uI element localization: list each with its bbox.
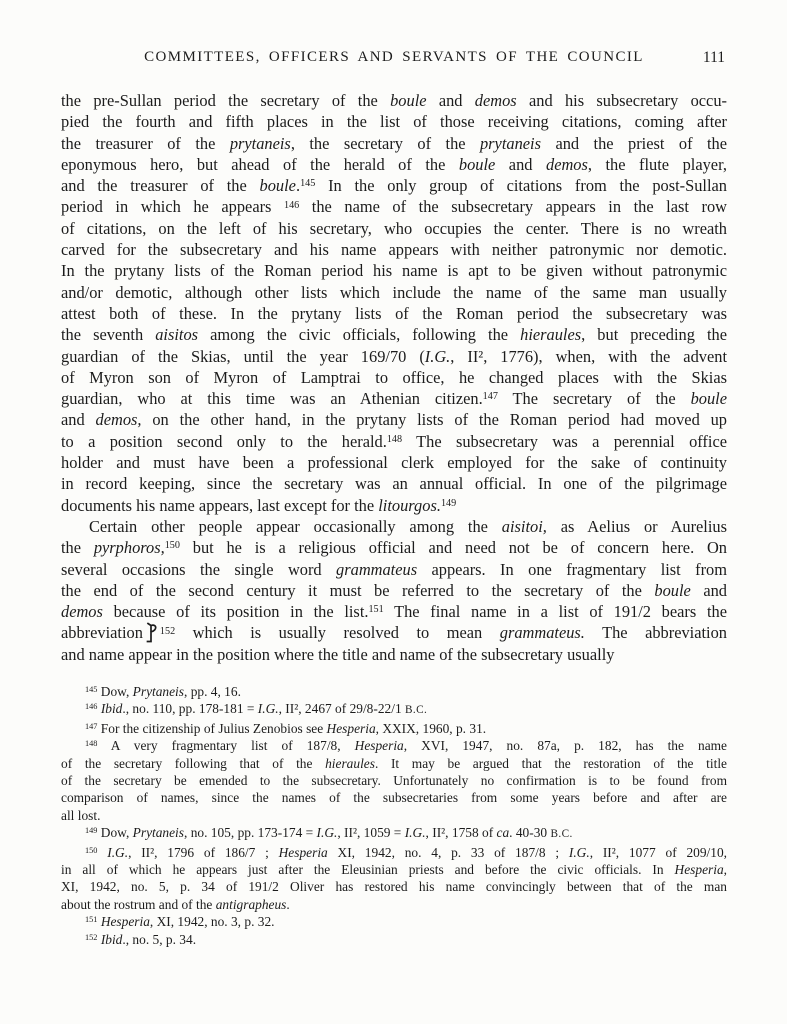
text-run: of citations, on the left of his secretary, who occupies the center. There is no wreath [61, 218, 727, 238]
text-run: . [286, 896, 290, 912]
text-run: and his subsecretary occu- [516, 91, 727, 110]
footnotes-block [61, 683, 727, 948]
text-run: Dow, [97, 825, 133, 841]
footnote-reference: 145 [85, 685, 98, 695]
text-line [61, 683, 727, 700]
italic-text: prytaneis [479, 133, 541, 153]
text-run: , II², 1059 = [337, 825, 405, 841]
text-run: Dow, [97, 684, 133, 699]
text-run: and/or demotic, although other lists which include the name of the same man usually [61, 282, 727, 302]
footnote-147 [61, 720, 727, 737]
footnote-reference: 149 [440, 497, 457, 509]
footnote-151 [61, 913, 727, 930]
text-run: , but preceding the [581, 325, 727, 345]
footnote-reference: 152 [159, 625, 176, 637]
text-line [61, 367, 727, 388]
footnote-reference: 147 [85, 721, 98, 731]
text-run: , II², 1077 of 209/10, [589, 844, 727, 860]
text-run: ., no. 5, p. 34. [122, 931, 197, 947]
text-run: and [690, 580, 727, 600]
text-run: in record keeping, since the secretary was an annual official. In one of the pilgrimage [61, 474, 727, 494]
text-line [61, 644, 727, 665]
text-line [61, 755, 727, 772]
text-run: the pre-Sullan period the secretary of the [61, 91, 391, 110]
italic-text: antigrapheus [215, 896, 287, 912]
text-run: . 40-30 [509, 825, 551, 841]
text-line [61, 844, 727, 861]
text-run: which is usually resolved to mean [175, 623, 500, 643]
text-run: For the citizenship of Julius Zenobios see [97, 720, 327, 736]
footnote-150 [61, 844, 727, 914]
italic-text: boule [690, 389, 727, 409]
text-run: of Myron son of Myron of Lamptrai to office, he changed places with the Skias [61, 367, 727, 387]
text-run: the end of the second century it must be referred to the secretary of the [61, 580, 655, 600]
text-line [61, 495, 727, 516]
text-run: the seventh [61, 325, 156, 345]
footnote-reference: 146 [85, 702, 98, 712]
text-run: In the only group of citations from the post-Sullan [315, 176, 727, 196]
page-number: 111 [702, 49, 725, 66]
text-line [61, 324, 727, 345]
text-run: to a position second only to the herald. [61, 431, 387, 451]
text-line [61, 861, 727, 878]
italic-text: demos, [95, 410, 142, 430]
text-run: and the treasurer of the [61, 176, 260, 196]
text-line [61, 516, 727, 537]
footnote-reference: 148 [85, 739, 98, 749]
text-line [61, 409, 727, 430]
paragraph [61, 516, 727, 665]
small-caps-text: B.C. [550, 828, 573, 841]
footnote-reference: 145 [300, 178, 316, 190]
italic-text: Hesperia [326, 720, 376, 736]
text-run: , II², 1776), when, with the advent [450, 346, 728, 366]
small-caps-text: B.C. [404, 704, 428, 717]
text-line [61, 789, 727, 806]
italic-text: Prytaneis [132, 825, 184, 841]
footnote-reference: 150 [164, 540, 180, 552]
text-line [61, 111, 727, 132]
footnote-reference: 149 [85, 826, 98, 836]
italic-text: I.G. [107, 844, 129, 860]
text-run: the treasurer of the [61, 133, 230, 153]
text-run: The subsecretary was a perennial office [402, 431, 727, 451]
italic-text: litourgos. [378, 495, 441, 515]
text-line [61, 737, 727, 754]
footnote-reference: 152 [85, 932, 98, 942]
footnote-reference: 151 [368, 604, 384, 616]
text-line [61, 154, 727, 175]
italic-text: I.G. [424, 346, 451, 366]
text-run: the [61, 538, 94, 558]
italic-text: grammateus. [499, 623, 585, 643]
text-run: about the rostrum and of the [61, 896, 216, 912]
italic-text: Hesperia [354, 738, 404, 754]
italic-text: boule [390, 91, 427, 110]
text-line [61, 196, 727, 217]
italic-text: I.G. [568, 844, 590, 860]
text-run: holder and must have been a professional clerk employed for the sake of continuity [61, 453, 727, 473]
text-line [61, 878, 727, 895]
italic-text: I.G. [404, 825, 426, 841]
text-run: XI, 1942, no. 5, p. 34 of 191/2 Oliver has restored his name convincingly between that of the man [61, 879, 727, 895]
paragraph [61, 90, 727, 516]
text-run: the name of the subsecretary appears in the last row [299, 197, 727, 217]
text-run: A very fragmentary list of 187/8, [97, 738, 355, 754]
text-run: , II², 2467 of 29/8-22/1 [278, 701, 405, 717]
text-line [61, 90, 727, 111]
italic-text: prytaneis [229, 133, 291, 153]
text-line [61, 537, 727, 558]
text-run: on the other hand, in the prytany lists of the Roman period had moved up [141, 410, 728, 430]
footnote-reference: 146 [284, 199, 300, 211]
running-header [61, 49, 727, 71]
text-run: and [495, 154, 546, 174]
text-run: XI, 1942, no. 4, p. 33 of 187/8 ; [327, 844, 569, 860]
italic-text: hieraules [520, 325, 582, 345]
gamma-rho-monogram-symbol [145, 622, 158, 643]
italic-text: Prytaneis [132, 684, 184, 699]
text-line [61, 559, 727, 580]
text-line [61, 473, 727, 494]
text-line [61, 931, 727, 948]
italic-text: aisitoi, [501, 516, 547, 536]
text-run: The abbreviation [584, 623, 727, 643]
italic-text: I.G. [316, 825, 338, 841]
text-run: all lost. [61, 807, 101, 823]
text-run: comparison of names, since the names of the subsecretaries from some years before and after are [61, 790, 727, 806]
text-line [61, 260, 727, 281]
text-line [61, 913, 727, 930]
text-run: but he is a religious official and need not be of concern here. On [179, 538, 727, 558]
text-line [61, 807, 727, 824]
text-run: guardian of the Skias, until the year 169/70 ( [61, 346, 425, 366]
text-line [61, 772, 727, 789]
page-title: COMMITTEES, OFFICERS AND SERVANTS OF THE COUNCIL [144, 49, 644, 65]
italic-text: grammateus [336, 559, 418, 579]
text-line [61, 431, 727, 452]
italic-text: boule [259, 176, 296, 196]
text-run [97, 845, 107, 860]
italic-text: demos [474, 91, 517, 110]
text-run: , the flute player, [587, 154, 727, 174]
text-run: several occasions the single word [61, 559, 337, 579]
text-run: , the secretary of the [290, 133, 480, 153]
text-run: of the secretary be emended to the subsecretary. Unfortunately no confirmation is to be found from [61, 773, 727, 789]
text-line [61, 720, 727, 737]
text-line [61, 580, 727, 601]
italic-text: boule [458, 154, 496, 174]
italic-text: pyrphoros, [93, 538, 165, 558]
text-run: , [723, 862, 727, 878]
footnote-reference: 148 [386, 433, 403, 445]
text-run: and name appear in the position where the title and name of the subsecretary usually [61, 644, 615, 664]
text-run: guardian, who at this time was an Athenian citizen. [61, 389, 483, 409]
text-run: . It may be argued that the restoration of the title [374, 755, 727, 771]
footnote-reference: 150 [85, 845, 98, 855]
body-paragraphs [61, 90, 727, 665]
text-line [61, 896, 727, 913]
text-run: and [426, 91, 475, 110]
italic-text: Hesperia [674, 862, 724, 878]
italic-text: Ibid [100, 931, 123, 947]
text-line [61, 175, 727, 196]
text-run: because of its position in the list. [102, 602, 369, 622]
text-line [61, 388, 727, 409]
text-run: In the prytany lists of the Roman period his name is apt to be given without patronymic [61, 261, 727, 281]
text-run: , pp. 4, 16. [184, 684, 241, 699]
text-line [61, 133, 727, 154]
text-run: as Aelius or Aurelius [546, 516, 727, 536]
footnote-152 [61, 931, 727, 948]
text-line [61, 346, 727, 367]
text-run: . [295, 176, 301, 196]
text-run: The final name in a list of 191/2 bears the [383, 602, 727, 622]
footnote-reference: 147 [482, 391, 498, 403]
italic-text: Hesperia [278, 844, 328, 860]
italic-text: aisitos [155, 325, 199, 345]
text-run: The secretary of the [497, 389, 691, 409]
text-run: in all of which he appears just after the Eleusinian priests and before the civic officials. In [61, 862, 675, 878]
text-run: eponymous hero, but ahead of the herald of the [61, 154, 459, 174]
text-line [61, 239, 727, 260]
italic-text: hieraules [325, 755, 375, 771]
text-run: , II², 1758 of [425, 825, 497, 841]
text-run: carved for the subsecretary and his name appears with neither patronymic nor demotic. [61, 240, 727, 260]
footnote-146 [61, 700, 727, 719]
text-run: , XI, 1942, no. 3, p. 32. [149, 914, 275, 930]
italic-text: demos [546, 154, 588, 174]
text-line [61, 303, 727, 324]
text-line [61, 622, 727, 643]
italic-text: Hesperia [100, 914, 150, 930]
footnote-reference: 151 [85, 915, 98, 925]
text-run: appears. In one fragmentary list from [417, 559, 728, 579]
text-run: , no. 105, pp. 173-174 = [184, 825, 317, 841]
italic-text: boule [654, 580, 691, 600]
italic-text: demos [61, 602, 103, 622]
text-run: , XVI, 1947, no. 87a, p. 182, has the name [403, 738, 727, 754]
text-run: ., no. 110, pp. 178-181 = [122, 701, 258, 717]
text-line [61, 218, 727, 239]
text-run: pied the fourth and fifth places in the list of those receiving citations, coming after [61, 112, 727, 132]
text-line [61, 824, 727, 843]
text-run: attest both of these. In the prytany lists of the Roman period the subsecretary was [61, 303, 727, 323]
text-run: , II², 1796 of 186/7 ; [128, 844, 279, 860]
footnote-149 [61, 824, 727, 843]
text-run: , XXIX, 1960, p. 31. [375, 720, 487, 736]
text-run: and the priest of the [541, 133, 727, 153]
footnote-145 [61, 683, 727, 700]
text-line [61, 282, 727, 303]
text-line [61, 452, 727, 473]
footnote-148 [61, 737, 727, 824]
text-run: period in which he appears [61, 197, 284, 217]
text-run: abbreviation [61, 623, 143, 643]
italic-text: ca [496, 825, 510, 841]
text-run: among the civic officials, following the [198, 325, 521, 345]
text-run: documents his name appears, last except for the [61, 495, 379, 515]
text-run: Certain other people appear occasionally among the [89, 516, 502, 536]
text-line [61, 700, 727, 719]
text-run: and [61, 410, 96, 430]
text-run: of the secretary following that of the [61, 755, 326, 771]
text-line [61, 601, 727, 622]
italic-text: I.G. [257, 701, 279, 717]
italic-text: Ibid [100, 701, 123, 717]
